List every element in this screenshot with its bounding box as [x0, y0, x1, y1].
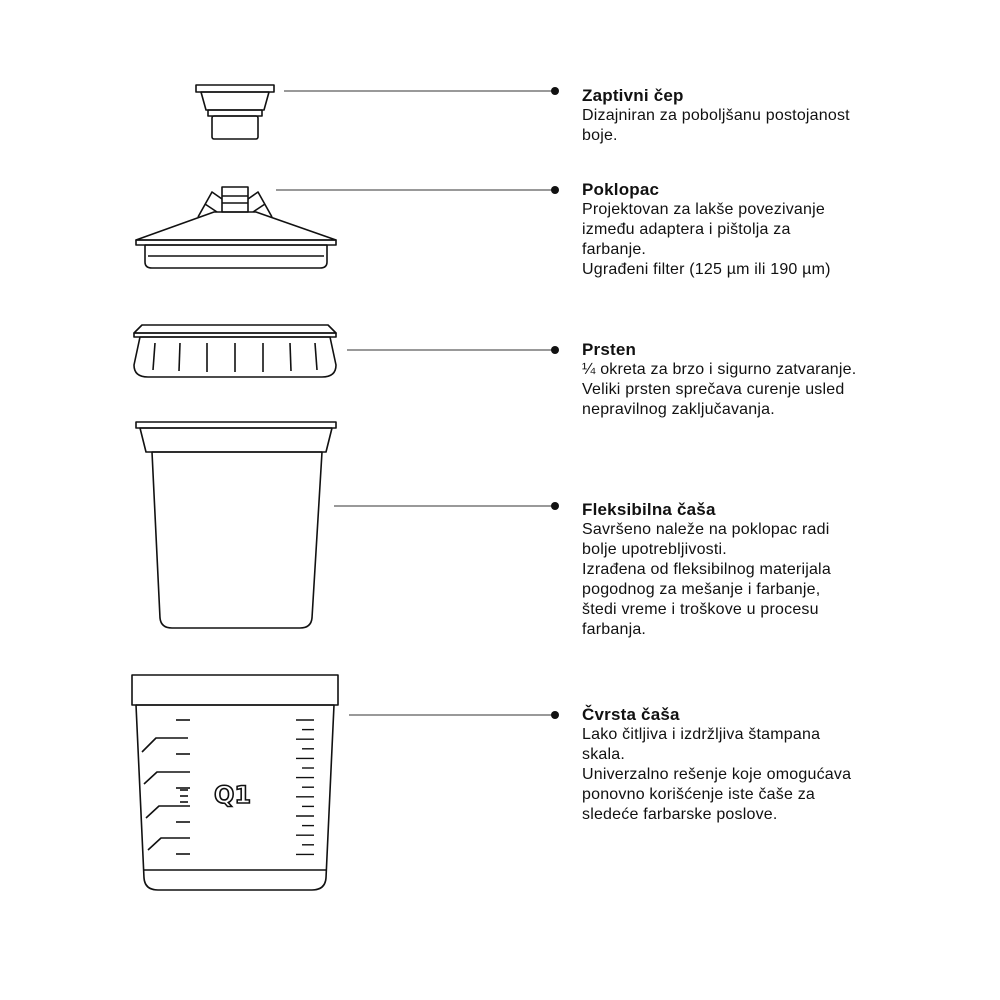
callout-title: Poklopac: [582, 180, 660, 199]
callout-line: štedi vreme i troškove u procesu: [582, 601, 819, 618]
callout-seal-plug: [582, 86, 912, 146]
seal-plug-illustration: [196, 85, 274, 139]
callout-line: Univerzalno rešenje koje omogućava: [582, 766, 852, 783]
callout-line: Lako čitljiva i izdržljiva štampana: [582, 726, 821, 743]
callout-line: ¼ okreta za brzo i sigurno zatvaranje.: [582, 361, 857, 378]
callout-line: farbanje.: [582, 241, 647, 258]
callout-line: bolje upotrebljivosti.: [582, 541, 727, 558]
callout-lid: [582, 180, 912, 280]
ring-illustration: [134, 325, 336, 377]
callout-title: Prsten: [582, 340, 637, 359]
callout-line: Izrađena od fleksibilnog materijala: [582, 561, 831, 578]
flexible-cup-illustration: [136, 422, 336, 628]
lid-illustration: [136, 187, 336, 268]
callout-line: skala.: [582, 746, 625, 763]
callout-flexible-cup: [582, 500, 912, 640]
callout-title: Fleksibilna čaša: [582, 500, 716, 519]
callout-line: pogodnog za mešanje i farbanje,: [582, 581, 821, 598]
callout-title: Čvrsta čaša: [582, 705, 680, 724]
callout-dot: [551, 87, 559, 95]
callout-line: Ugrađeni filter (125 µm ili 190 µm): [582, 261, 831, 278]
callout-line: ponovno korišćenje iste čaše za: [582, 786, 815, 803]
brand-logo: Q1: [214, 781, 252, 809]
callout-line: između adaptera i pištolja za: [582, 221, 791, 238]
callout-line: Projektovan za lakše povezivanje: [582, 201, 825, 218]
callout-title: Zaptivni čep: [582, 86, 684, 105]
callout-line: Veliki prsten sprečava curenje usled: [582, 381, 845, 398]
callout-solid-cup: [582, 705, 912, 825]
callout-line: nepravilnog zaključavanja.: [582, 401, 775, 418]
callout-line: sledeće farbarske poslove.: [582, 806, 778, 823]
callout-line: farbanja.: [582, 621, 647, 638]
leader-lines: [276, 91, 554, 715]
callout-dot: [551, 346, 559, 354]
callout-line: boje.: [582, 127, 618, 144]
callout-line: Savršeno naleže na poklopac radi: [582, 521, 830, 538]
callout-ring: [582, 340, 912, 420]
callout-line: Dizajniran za poboljšanu postojanost: [582, 107, 850, 124]
callout-dot: [551, 186, 559, 194]
callout-dot: [551, 711, 559, 719]
measurement-scale: [296, 720, 314, 854]
callout-dot: [551, 502, 559, 510]
